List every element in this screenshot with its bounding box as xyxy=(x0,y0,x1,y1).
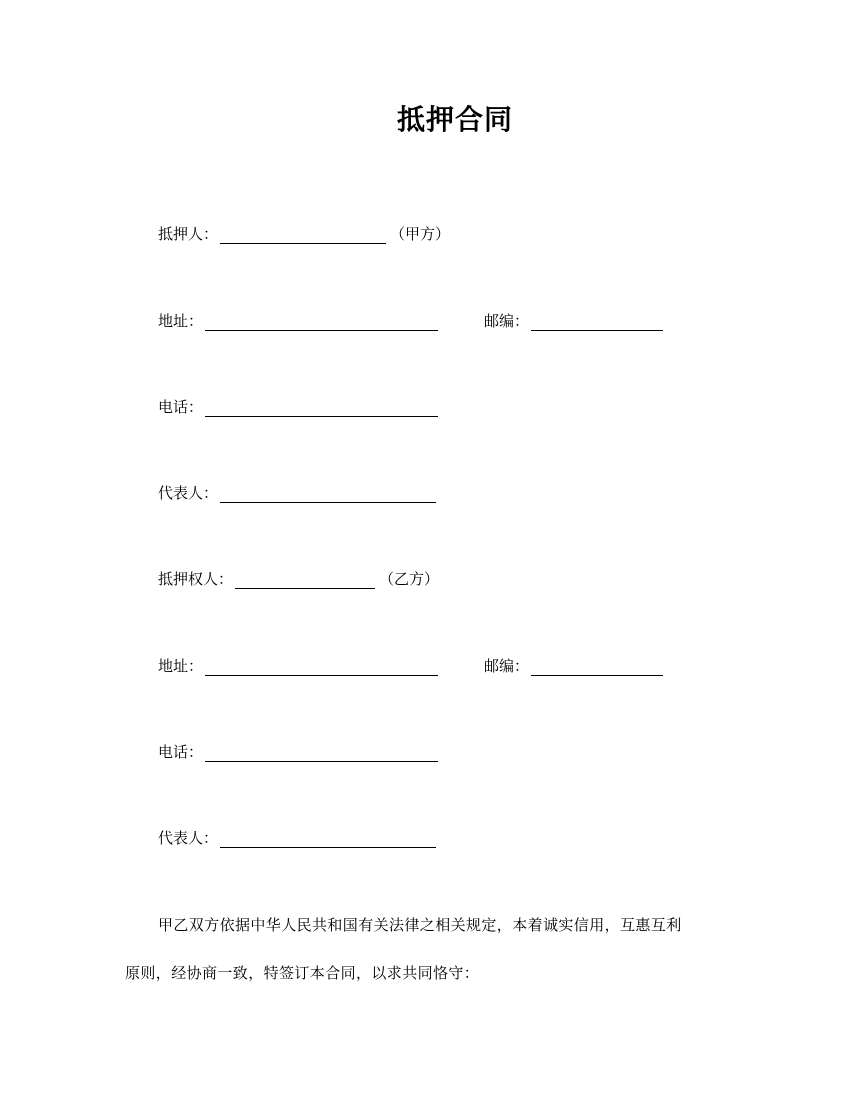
party-a-address-row xyxy=(158,308,438,334)
party-b-phone-label: 电话： xyxy=(158,743,204,761)
preamble-line-1: 甲乙双方依据中华人民共和国有关法律之相关规定，本着诚实信用，互惠互利 xyxy=(158,916,682,934)
party-a-zip-label: 邮编： xyxy=(484,312,530,330)
party-b-rep-blank[interactable] xyxy=(220,825,436,848)
party-b-address-label: 地址： xyxy=(158,657,204,675)
party-a-zip-blank[interactable] xyxy=(531,308,663,331)
party-a-address-label: 地址： xyxy=(158,312,204,330)
party-a-name-row xyxy=(158,221,450,247)
party-b-phone-row xyxy=(158,739,438,765)
party-a-address-blank[interactable] xyxy=(205,308,438,331)
party-b-zip-row xyxy=(484,653,663,679)
preamble-line-2: 原则，经协商一致，特签订本合同，以求共同恪守： xyxy=(125,964,480,982)
party-b-name-label: 抵押权人： xyxy=(158,570,234,588)
party-b-address-blank[interactable] xyxy=(205,653,438,676)
party-b-rep-row xyxy=(158,825,436,851)
party-b-address-row xyxy=(158,653,438,679)
party-a-name-label: 抵押人： xyxy=(158,225,219,243)
party-b-zip-blank[interactable] xyxy=(531,653,663,676)
party-a-rep-row xyxy=(158,480,436,506)
party-b-phone-blank[interactable] xyxy=(205,739,438,762)
party-b-zip-label: 邮编： xyxy=(484,657,530,675)
preamble-paragraph xyxy=(125,912,740,986)
document-title: 抵押合同 xyxy=(396,103,513,136)
party-b-role-label: （乙方） xyxy=(379,570,440,588)
party-a-name-blank[interactable] xyxy=(220,221,386,244)
party-b-name-blank[interactable] xyxy=(235,566,375,589)
party-a-phone-row xyxy=(158,394,438,420)
party-a-role-label: （甲方） xyxy=(390,225,451,243)
party-b-rep-label: 代表人： xyxy=(158,829,219,847)
party-b-name-row xyxy=(158,566,439,592)
party-a-phone-blank[interactable] xyxy=(205,394,438,417)
party-a-zip-row xyxy=(484,308,663,334)
party-a-phone-label: 电话： xyxy=(158,398,204,416)
party-a-rep-label: 代表人： xyxy=(158,484,219,502)
party-a-rep-blank[interactable] xyxy=(220,480,436,503)
